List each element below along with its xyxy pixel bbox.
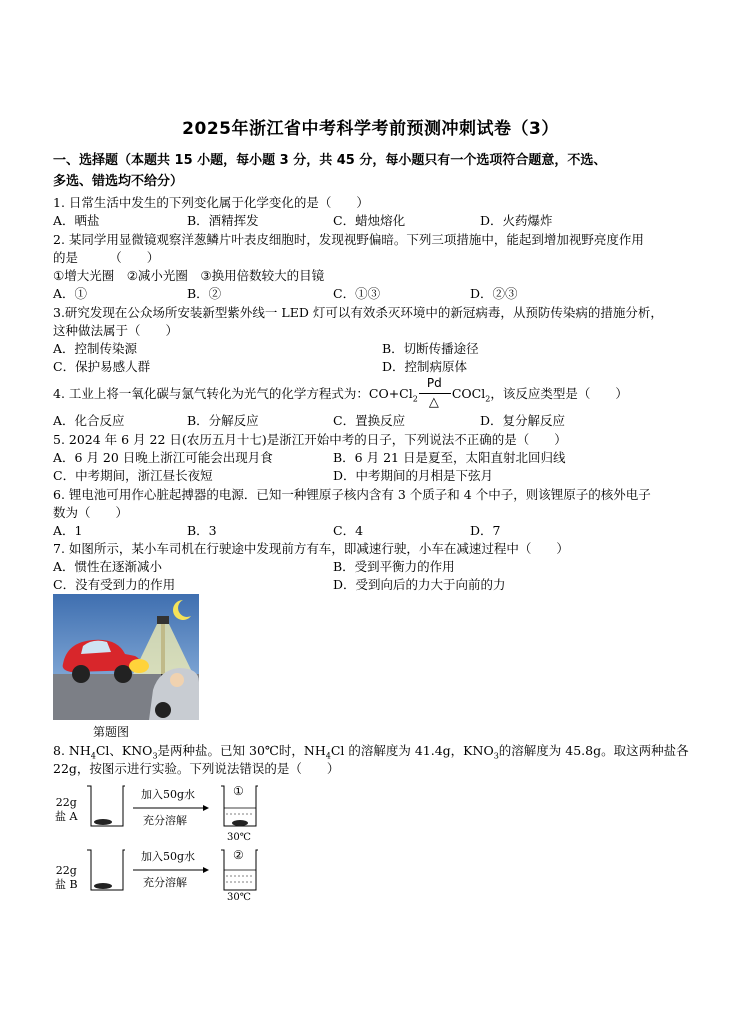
- exp-b-beaker-label: ②: [233, 848, 244, 862]
- q4-option-a: A．化合反应: [53, 413, 125, 428]
- q8-stem-part-d: Cl 的溶解度为 41.4g，KNO: [330, 743, 494, 758]
- experiment-b: [53, 842, 313, 912]
- salt-b-pile: [94, 883, 112, 889]
- catalyst-label: Pd: [426, 375, 442, 390]
- car-headlight: [129, 659, 149, 673]
- exp-b-mass: 22g: [55, 864, 77, 877]
- q8-sub-1: 4: [90, 751, 96, 761]
- exp-a-temperature: 30℃: [227, 832, 251, 843]
- car-wheel-rear: [72, 665, 90, 683]
- q4-option-d: D．复分解反应: [480, 413, 566, 428]
- figure-caption: 第题图: [93, 725, 130, 739]
- q4-stem-pre: 4. 工业上将一氧化碳与氯气转化为光气的化学方程式为：CO+Cl: [53, 386, 413, 401]
- q2-option-c: C．①③: [333, 286, 381, 301]
- q7-car-illustration: [53, 594, 199, 720]
- salt-a-pile: [94, 819, 112, 825]
- q1-option-d: D．火药爆炸: [480, 213, 553, 228]
- street-lamp-head: [157, 616, 169, 624]
- q8-sub-3: 4: [325, 751, 331, 761]
- exp-b-add-water: 加入50g水: [141, 850, 196, 863]
- q6-option-b: B．3: [187, 523, 217, 538]
- q2-stem-2: 的是 （ ）: [53, 250, 160, 265]
- q1-stem: 1. 日常生活中发生的下列变化属于化学变化的是（ ）: [53, 195, 369, 210]
- q8-stem-part-b: Cl、KNO: [95, 743, 153, 758]
- q6-stem-2: 数为（ ）: [53, 505, 129, 520]
- q5-option-c: C．中考期间，浙江昼长夜短: [53, 468, 213, 483]
- q3-option-c: C．保护易感人群: [53, 359, 151, 374]
- q1-option-a: A．晒盐: [53, 213, 100, 228]
- q6-option-d: D．7: [470, 523, 501, 538]
- q7-option-c: C．没有受到力的作用: [53, 577, 176, 592]
- q6-option-c: C．4: [333, 523, 364, 538]
- q3-option-a: A．控制传染源: [53, 341, 138, 356]
- q4-option-c: C．置换反应: [333, 413, 406, 428]
- q5-option-d: D．中考期间的月相是下弦月: [333, 468, 494, 483]
- q7-option-b: B．受到平衡力的作用: [333, 559, 455, 574]
- q7-option-a: A．惯性在逐渐减小: [53, 559, 163, 574]
- q7-option-d: D．受到向后的力大于向前的力: [333, 577, 506, 592]
- experiment-a: [53, 780, 313, 850]
- q4-sub-2: 2: [485, 394, 491, 404]
- q2-option-b: B．②: [187, 286, 222, 301]
- section-heading-line2: 多选、错选均不给分）: [53, 174, 184, 189]
- q4-product: COCl: [451, 386, 486, 401]
- q3-option-b: B．切断传播途径: [382, 341, 479, 356]
- exp-a-label: [55, 796, 77, 824]
- exp-a-dissolve: 充分溶解: [143, 814, 187, 827]
- q5-stem: 5. 2024 年 6 月 22 日(农历五月十七)是浙江开始中考的日子，下列说法不正确的是（ ）: [53, 432, 567, 447]
- q5-option-b: B．6 月 21 日是夏至，太阳直射北回归线: [333, 450, 566, 465]
- section-heading-line1: 一、选择题（本题共 15 小题，每小题 3 分，共 45 分，每小题只有一个选项符合题意，不选、: [53, 153, 607, 168]
- front-car-wheel: [155, 702, 171, 718]
- exp-a-mass: 22g: [55, 796, 77, 809]
- q4-option-b: B．分解反应: [187, 413, 259, 428]
- exp-b-temperature: 30℃: [227, 892, 251, 903]
- arrow-b-head: [203, 867, 209, 873]
- exp-a-salt: 盐 A: [55, 810, 78, 823]
- q6-stem-1: 6. 锂电池可用作心脏起搏器的电源．已知一种锂原子核内含有 3 个质子和 4 个中子，则该锂原子的核外电子: [53, 487, 651, 502]
- driver-head: [170, 673, 184, 687]
- q2-measures: ①增大光圈 ②减小光圈 ③换用倍数较大的目镜: [53, 268, 325, 283]
- page-title: 2025年浙江省中考科学考前预测冲刺试卷（3）: [182, 119, 559, 139]
- q8-stem-part-a: 8. NH: [53, 743, 91, 758]
- reaction-arrow-line: [419, 393, 451, 394]
- q2-stem-1: 2. 某同学用显微镜观察洋葱鳞片叶表皮细胞时，发现视野偏暗。下列三项措施中，能起到增加视野亮度作用: [53, 232, 644, 247]
- q4-sub-1: 2: [412, 394, 418, 404]
- exp-a-add-water: 加入50g水: [141, 788, 196, 801]
- q8-sub-4: 3: [493, 751, 499, 761]
- exp-b-diagram: [83, 848, 313, 906]
- q4-stem: [53, 375, 628, 410]
- q3-stem-2: 这种做法属于（ ）: [53, 323, 179, 338]
- q5-option-a: A．6 月 20 日晚上浙江可能会出现月食: [53, 450, 273, 465]
- q8-stem-part-c: 是两种盐。已知 30℃时，NH: [157, 743, 326, 758]
- exp-a-diagram: [83, 784, 313, 850]
- q8-stem-2: 22g，按图示进行实验。下列说法错误的是（ ）: [53, 761, 340, 776]
- exp-b-salt: 盐 B: [55, 878, 78, 891]
- q8-sub-2: 3: [152, 751, 158, 761]
- q2-option-a: A．①: [53, 286, 88, 301]
- q4-stem-post: ，该反应类型是（ ）: [490, 386, 628, 401]
- q1-option-b: B．酒精挥发: [187, 213, 259, 228]
- q8-stem-part-e: 的溶解度为 45.8g。取这两种盐各: [498, 743, 689, 758]
- q3-option-d: D．控制病原体: [382, 359, 468, 374]
- undissolved-salt-a: [232, 820, 248, 826]
- exp-b-dissolve: 充分溶解: [143, 876, 187, 889]
- q2-option-d: D．②③: [470, 286, 518, 301]
- reaction-condition: [418, 375, 452, 410]
- heat-symbol: △: [428, 394, 439, 410]
- q3-stem-1: 3.研究发现在公众场所安装新型紫外线一 LED 灯可以有效杀灭环境中的新冠病毒，从预防传染病的措施分析，: [53, 305, 663, 320]
- q7-stem: 7. 如图所示，某小车司机在行驶途中发现前方有车，即减速行驶，小车在减速过程中（ ）: [53, 541, 569, 556]
- exp-a-beaker-label: ①: [233, 784, 244, 798]
- q1-option-c: C．蜡烛熔化: [333, 213, 406, 228]
- arrow-a-head: [203, 805, 209, 811]
- q6-option-a: A．1: [53, 523, 83, 538]
- exp-b-label: [55, 864, 78, 892]
